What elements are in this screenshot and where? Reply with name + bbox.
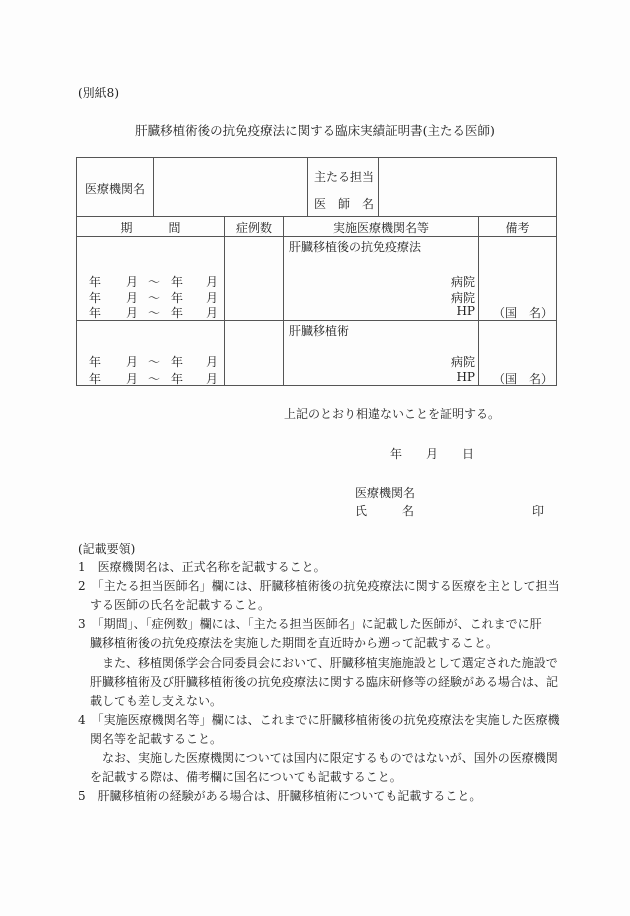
instruction-line: 4 「実施医療機関名等」欄には、これまでに肝臓移植術後の抗免疫療法を実施した医療機 — [78, 713, 560, 727]
signer-name-label-2: 名 — [402, 504, 415, 518]
period-month-start: 月 — [126, 372, 139, 386]
remarks-country: （国 名） — [493, 306, 554, 320]
document-title: 肝臓移植術後の抗免疫療法に関する臨床実績証明書(主たる医師) — [135, 123, 495, 138]
period-month-start: 月 — [126, 306, 139, 320]
instruction-line: 2 「主たる担当医師名」欄には、肝臓移植術後の抗免疫療法に関する医療を主として担当 — [78, 579, 560, 593]
table-border-right — [556, 157, 557, 386]
period-tilde: ～ — [148, 306, 161, 320]
date-year: 年 — [390, 447, 403, 461]
instruction-line: 5 肝臓移植術の経験がある場合は、肝臓移植術についても記載すること。 — [78, 789, 482, 803]
institution-label: 医療機関名 — [85, 182, 146, 196]
section-heading-immunotherapy: 肝臓移植後の抗免疫療法 — [289, 240, 422, 254]
instruction-line: 3 「期間」、「症例数」欄には、「主たる担当医師名」に記載した医師が、これまでに肝 — [78, 617, 542, 631]
institution-field[interactable] — [154, 158, 306, 215]
period-month-end: 月 — [206, 372, 219, 386]
table-divider — [224, 216, 225, 386]
doctor-label-line2: 医 師 名 — [314, 197, 375, 211]
column-header-remarks: 備考 — [505, 221, 530, 235]
certification-statement: 上記のとおり相違ないことを証明する。 — [284, 407, 501, 421]
instruction-line: する医師の氏名を記載すること。 — [78, 598, 271, 612]
doctor-name-field[interactable] — [379, 158, 555, 215]
signer-institution-label: 医療機関名 — [355, 486, 416, 500]
annex-label: (別紙8) — [78, 86, 119, 100]
column-header-period: 期 間 — [120, 221, 181, 235]
period-year-end: 年 — [171, 306, 184, 320]
instruction-line: 関名等を記載すること。 — [78, 732, 223, 746]
period-month-end: 月 — [206, 355, 219, 369]
period-year-start: 年 — [89, 275, 102, 289]
period-year-start: 年 — [89, 306, 102, 320]
table-divider — [76, 216, 557, 217]
period-year-end: 年 — [171, 291, 184, 305]
table-border-left — [76, 157, 77, 386]
instruction-line: また、移植関係学会合同委員会において、肝臓移植実施施設として選定された施設で — [78, 656, 558, 670]
instruction-line: 臓移植術後の抗免疫療法を実施した期間を直近時から遡って記載すること。 — [78, 636, 499, 650]
remarks-country: （国 名） — [493, 372, 554, 386]
institution-suffix: HP — [456, 304, 475, 318]
period-year-start: 年 — [89, 291, 102, 305]
period-year-end: 年 — [171, 372, 184, 386]
instruction-line: を記載する際は、備考欄に国名についても記載すること。 — [78, 770, 402, 784]
signer-name-label-1: 氏 — [355, 504, 368, 518]
seal-mark: 印 — [532, 504, 545, 518]
instruction-line: 1 医療機関名は、正式名称を記載すること。 — [78, 560, 326, 574]
period-month-start: 月 — [126, 355, 139, 369]
period-month-start: 月 — [126, 275, 139, 289]
institution-suffix: 病院 — [450, 291, 475, 305]
institution-suffix: 病院 — [450, 355, 475, 369]
period-month-end: 月 — [206, 275, 219, 289]
instruction-line: 肝臓移植術及び肝臓移植術後の抗免疫療法に関する臨床研修等の経験がある場合は、記 — [78, 675, 559, 689]
period-month-end: 月 — [206, 306, 219, 320]
section-heading-transplant: 肝臓移植術 — [289, 324, 350, 338]
table-divider — [76, 236, 557, 237]
date-month: 月 — [426, 447, 439, 461]
table-divider — [307, 157, 308, 216]
institution-suffix: HP — [456, 370, 475, 384]
instruction-line: 載しても差し支えない。 — [78, 694, 223, 708]
doctor-label-line1: 主たる担当 — [314, 170, 375, 184]
column-header-cases: 症例数 — [235, 221, 272, 235]
instruction-line: なお、実施した医療機関については国内に限定するものではないが、国外の医療機関 — [78, 751, 558, 765]
period-tilde: ～ — [148, 372, 161, 386]
table-divider — [478, 216, 479, 386]
institution-suffix: 病院 — [450, 275, 475, 289]
period-year-start: 年 — [89, 372, 102, 386]
period-month-end: 月 — [206, 291, 219, 305]
period-year-end: 年 — [171, 275, 184, 289]
period-tilde: ～ — [148, 275, 161, 289]
period-tilde: ～ — [148, 291, 161, 305]
period-year-start: 年 — [89, 355, 102, 369]
instructions-heading: (記載要領) — [78, 542, 136, 556]
date-day: 日 — [462, 447, 475, 461]
period-month-start: 月 — [126, 291, 139, 305]
period-year-end: 年 — [171, 355, 184, 369]
column-header-institution: 実施医療機関名等 — [332, 221, 429, 235]
period-tilde: ～ — [148, 355, 161, 369]
